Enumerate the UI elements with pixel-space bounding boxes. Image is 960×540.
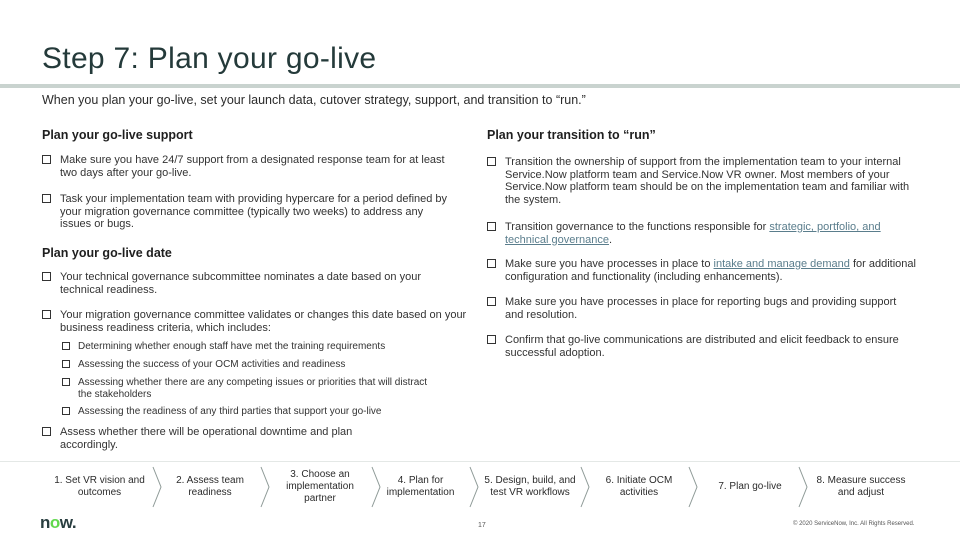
checklist-subitem: Assessing whether there are any competing issues or priorities that will distract the stakeholders	[62, 377, 442, 401]
checklist-subitem: Determining whether enough staff have met the training requirements	[62, 341, 462, 353]
checklist-subitem: Assessing the success of your OCM activities and readiness	[62, 359, 462, 371]
governance-link[interactable]: strategic, portfolio, and technical governance	[505, 221, 881, 246]
checklist-item: Assess whether there will be operational downtime and plan accordingly.	[42, 426, 392, 451]
item-text: Transition governance to the functions responsible for	[505, 221, 770, 233]
chevron-right-icon	[688, 466, 698, 508]
item-text: Make sure you have processes in place to	[505, 258, 714, 270]
checkbox-icon	[62, 360, 70, 368]
process-step: 7. Plan go-live	[718, 481, 782, 492]
checklist-item: Make sure you have 24/7 support from a designated response team for at least two days after your go-live.	[42, 154, 462, 179]
page-subtitle: When you plan your go-live, set your launch data, cutover strategy, support, and transition to “run.”	[42, 93, 586, 107]
process-step: 4. Plan for implementation	[386, 475, 455, 498]
chevron-right-icon	[152, 466, 162, 508]
checkbox-icon	[487, 157, 496, 166]
checkbox-icon	[42, 155, 51, 164]
chevron-right-icon	[798, 466, 808, 508]
copyright-notice: © 2020 ServiceNow, Inc. All Rights Reserved.	[793, 521, 915, 527]
checkbox-icon	[42, 310, 51, 319]
checkbox-icon	[487, 222, 496, 231]
checklist-item	[487, 258, 923, 283]
process-step: 1. Set VR vision and outcomes	[54, 475, 145, 498]
checklist-item: Confirm that go-live communications are distributed and elicit feedback to ensure successful adoption.	[487, 334, 907, 359]
process-step: 2. Assess team readiness	[176, 475, 244, 498]
servicenow-logo	[40, 513, 76, 533]
checklist-item	[487, 221, 923, 246]
footer-divider	[0, 461, 960, 462]
checkbox-icon	[62, 407, 70, 415]
checklist-item: Make sure you have processes in place for reporting bugs and providing support and resolution.	[487, 296, 907, 321]
process-step: 3. Choose an implementation partner	[286, 469, 354, 504]
chevron-right-icon	[580, 466, 590, 508]
page-number: 17	[478, 522, 486, 529]
transition-heading: Plan your transition to “run”	[487, 128, 656, 142]
checkbox-icon	[487, 335, 496, 344]
chevron-right-icon	[260, 466, 270, 508]
checkbox-icon	[42, 272, 51, 281]
checkbox-icon	[42, 194, 51, 203]
page-title: Step 7: Plan your go-live	[42, 42, 377, 75]
checkbox-icon	[62, 378, 70, 386]
process-step: 6. Initiate OCM activities	[605, 475, 673, 498]
checklist-item: Transition the ownership of support from the implementation team to your internal Service.Now platform team and Service.Now VR owner. Most members of your Service.Now platform team should be on the implementation team and familiar with the system.	[487, 156, 923, 206]
support-heading: Plan your go-live support	[42, 128, 193, 142]
header-divider	[0, 84, 960, 88]
chevron-right-icon	[469, 466, 479, 508]
logo-text: n	[40, 513, 50, 532]
item-text: .	[608, 233, 613, 246]
demand-link[interactable]: intake and manage demand	[713, 258, 850, 270]
process-step: 8. Measure success and adjust	[816, 475, 906, 498]
process-step: 5. Design, build, and test VR workflows	[484, 475, 576, 498]
checkbox-icon	[62, 342, 70, 350]
date-heading: Plan your go-live date	[42, 246, 172, 260]
checklist-item: Task your implementation team with providing hypercare for a period defined by your migration governance committee (typically two weeks) to address any issues or bugs.	[42, 193, 454, 231]
item-text: for additional configuration and functionality (including enhancements).	[505, 258, 916, 283]
checklist-subitem: Assessing the readiness of any third parties that support your go-live	[62, 406, 462, 418]
checklist-item: Your migration governance committee validates or changes this date based on your business readiness criteria, which includes:	[42, 309, 468, 334]
checkbox-icon	[42, 427, 51, 436]
logo-accent: o	[49, 513, 60, 532]
logo-text: w.	[59, 513, 77, 532]
checkbox-icon	[487, 297, 496, 306]
checklist-item: Your technical governance subcommittee nominates a date based on your technical readiness.	[42, 271, 462, 296]
checkbox-icon	[487, 259, 496, 268]
